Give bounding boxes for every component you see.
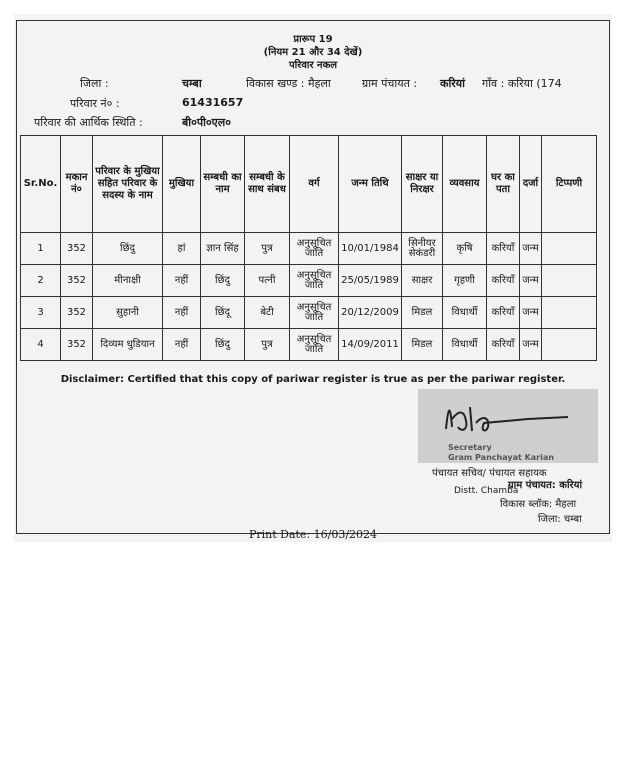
table-cell: करियाँ (487, 297, 520, 329)
column-header: व्यवसाय (443, 136, 487, 233)
form-number: प्रारूप 19 (293, 34, 333, 45)
table-cell: जन्म (520, 297, 542, 329)
signatory-district-en: Distt. Chamba (454, 486, 519, 496)
table-cell: छिंदु (93, 233, 163, 265)
column-header: परिवार के मुखिया सहित परिवार के सदस्य के नाम (93, 136, 163, 233)
table-cell: छिंदु (201, 329, 245, 361)
column-header: सम्बधी के साथ संबध (245, 136, 290, 233)
table-cell: हां (163, 233, 201, 265)
signatory-designation: पंचायत सचिव/ पंचायत सहायक (432, 468, 547, 479)
signature-stamp (418, 389, 598, 463)
column-header: साक्षर या निरक्षर (402, 136, 443, 233)
column-header: दर्जा (520, 136, 542, 233)
column-header: टिप्पणी (542, 136, 597, 233)
table-row (21, 233, 597, 265)
panchayat-value: करियां (440, 77, 466, 90)
table-cell: नहीं (163, 265, 201, 297)
table-cell: 352 (61, 233, 93, 265)
table-cell: 352 (61, 297, 93, 329)
family-number-value: 61431657 (182, 96, 244, 109)
column-header: वर्ग (290, 136, 339, 233)
document-sheet (14, 14, 612, 542)
table-cell: सुहानी (93, 297, 163, 329)
table-cell: नहीं (163, 297, 201, 329)
table-cell (542, 233, 597, 265)
column-header: मकान नं० (61, 136, 93, 233)
form-rule: (नियम 21 और 34 देखें) (263, 47, 363, 58)
table-cell: जन्म (520, 265, 542, 297)
print-date: Print Date: 16/03/2024 (248, 528, 378, 541)
table-cell: 10/01/1984 (339, 233, 402, 265)
table-cell: 14/09/2011 (339, 329, 402, 361)
column-header: सम्बधी का नाम (201, 136, 245, 233)
table-cell: विधार्थी (443, 297, 487, 329)
table-cell: कृषि (443, 233, 487, 265)
column-header: घर का पता (487, 136, 520, 233)
table-cell: जन्म (520, 329, 542, 361)
table-cell: छिंदु (201, 265, 245, 297)
table-cell: गृहणी (443, 265, 487, 297)
table-cell: 1 (21, 233, 61, 265)
table-cell: दिव्यम धुडियान (93, 329, 163, 361)
column-header: Sr.No. (21, 136, 61, 233)
table-cell: जन्म (520, 233, 542, 265)
stamp-line-2: Gram Panchayat Karian (448, 453, 554, 462)
table-header-row (21, 136, 597, 233)
table-cell: नहीं (163, 329, 201, 361)
village-info: गाँव : करिया (174 (482, 77, 562, 90)
table-cell: अनुसूचित जाति (290, 265, 339, 297)
table-row (21, 297, 597, 329)
economic-status-value: बी०पी०एल० (182, 116, 231, 129)
column-header: मुखिया (163, 136, 201, 233)
table-cell: मिडल (402, 329, 443, 361)
table-cell: विधार्थी (443, 329, 487, 361)
column-header: जन्म तिथि (339, 136, 402, 233)
form-title: परिवार नकल (288, 60, 338, 71)
economic-status-label: परिवार की आर्थिक स्थिति : (34, 116, 143, 129)
table-cell: 4 (21, 329, 61, 361)
family-register-table (20, 135, 597, 361)
table-cell: अनुसूचित जाति (290, 329, 339, 361)
table-cell (542, 265, 597, 297)
table-cell: 20/12/2009 (339, 297, 402, 329)
table-cell: सिनीयर सेकंडरी (402, 233, 443, 265)
table-cell: 3 (21, 297, 61, 329)
table-cell: करियाँ (487, 233, 520, 265)
table-cell: पुत्र (245, 233, 290, 265)
panchayat-label: ग्राम पंचायत : (362, 77, 418, 90)
table-cell: करियाँ (487, 265, 520, 297)
table-cell: 352 (61, 265, 93, 297)
table-cell (542, 329, 597, 361)
table-cell: 352 (61, 329, 93, 361)
table-cell: साक्षर (402, 265, 443, 297)
district-value: चम्बा (182, 77, 202, 90)
district-label: जिला : (80, 77, 109, 90)
table-cell (542, 297, 597, 329)
table-cell: 2 (21, 265, 61, 297)
signatory-district: जिला: चम्बा (538, 514, 582, 525)
table-cell: बेटी (245, 297, 290, 329)
family-number-label: परिवार नं० : (70, 97, 120, 110)
table-cell: मीनाक्षी (93, 265, 163, 297)
block-info: विकास खण्ड : मैहला (246, 77, 331, 90)
table-cell: करियाँ (487, 329, 520, 361)
table-cell: ज्ञान सिंह (201, 233, 245, 265)
disclaimer: Disclaimer: Certified that this copy of pariwar register is true as per the pariwar register. (60, 374, 566, 385)
table-cell: छिंदू (201, 297, 245, 329)
table-row (21, 265, 597, 297)
table-cell: अनुसूचित जाति (290, 297, 339, 329)
table-cell: मिडल (402, 297, 443, 329)
signatory-block: विकास ब्लॉक: मैहला (500, 499, 577, 510)
table-row (21, 329, 597, 361)
table-cell: पुत्र (245, 329, 290, 361)
table-cell: 25/05/1989 (339, 265, 402, 297)
table-cell: अनुसूचित जाति (290, 233, 339, 265)
stamp-line-1: Secretary (448, 443, 492, 452)
table-cell: पत्नी (245, 265, 290, 297)
signatory-panchayat: ग्राम पंचायत: करियां (508, 480, 583, 491)
signature-icon (418, 389, 598, 463)
